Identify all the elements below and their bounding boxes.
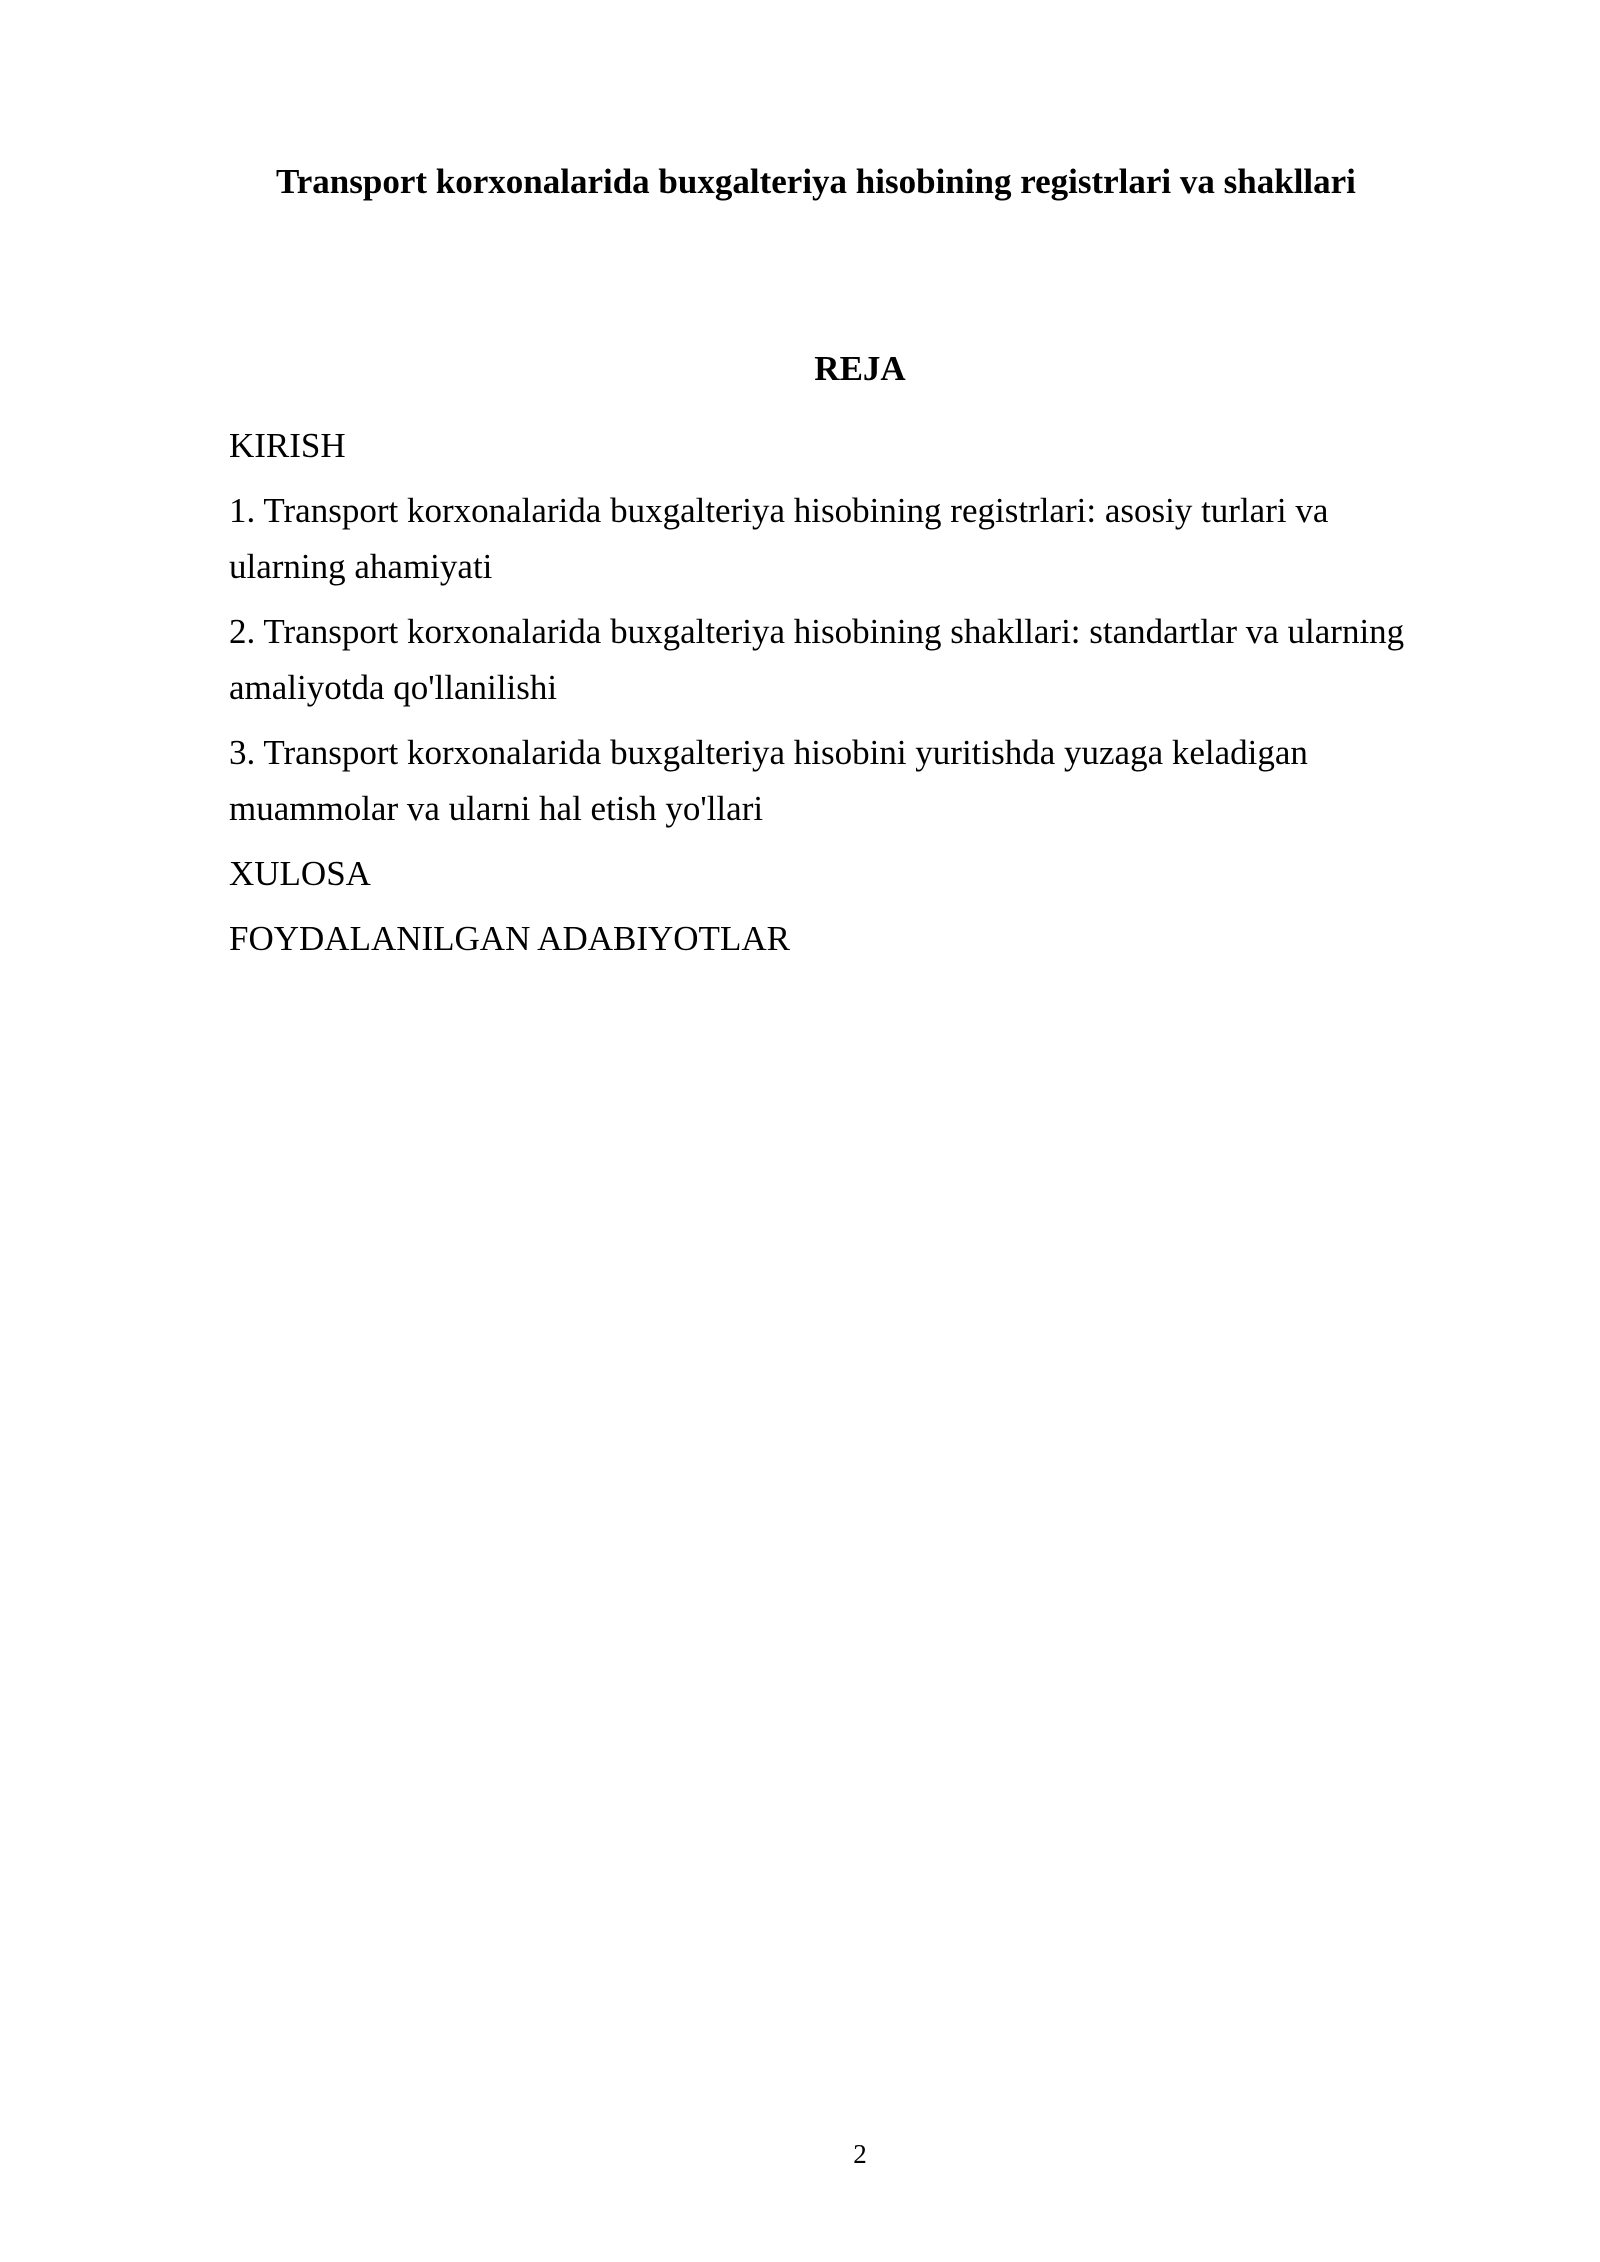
plan-list [229,418,1429,976]
plan-item-3: 3. Transport korxonalarida buxgalteriya hisobini yuritishda yuzaga keladigan muammolar va ularni hal etish yo'llari [229,733,1308,828]
page-number: 2 [853,2139,867,2169]
plan-item-references: FOYDALANILGAN ADABIYOTLAR [229,919,790,958]
plan-item-introduction: KIRISH [229,426,346,465]
plan-item-2: 2. Transport korxonalarida buxgalteriya hisobining shakllari: standartlar va ularning amaliyotda qo'llanilishi [229,612,1405,707]
document-title: Transport korxonalarida buxgalteriya hisobining registrlari va shakllari [276,162,1356,201]
plan-item-conclusion: XULOSA [229,854,371,893]
plan-heading: REJA [814,349,906,388]
plan-item-1: 1. Transport korxonalarida buxgalteriya hisobining registrlari: asosiy turlari va ularning ahamiyati [229,491,1329,586]
